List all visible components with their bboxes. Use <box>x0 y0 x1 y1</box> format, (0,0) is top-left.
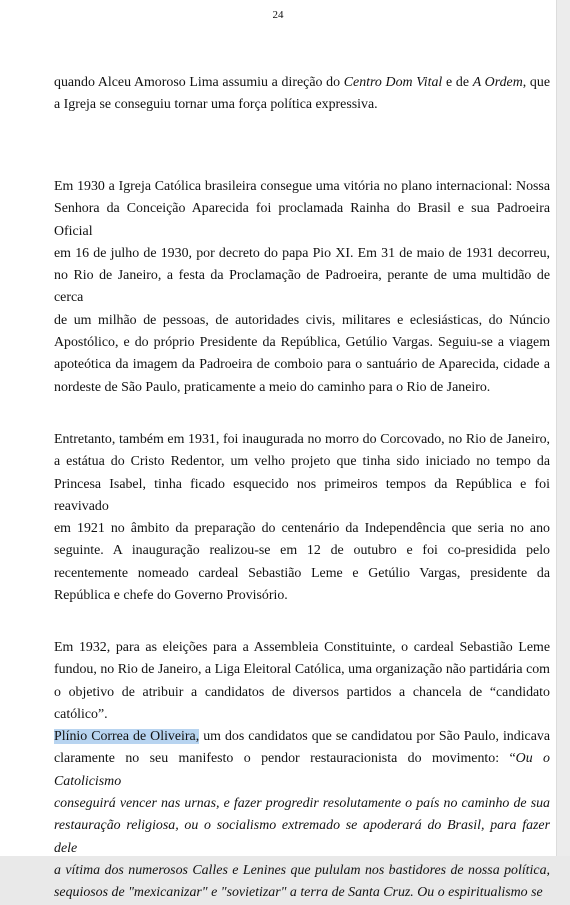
text-run: Em 1930 a Igreja Católica brasileira consegue uma vitória no plano internacional: Nossa <box>54 179 550 194</box>
text-run: nordeste de São Paulo, praticamente a meio do caminho para o Rio de Janeiro. <box>54 379 491 395</box>
page-number: 24 <box>272 9 284 21</box>
text-line <box>54 332 550 354</box>
italic-text: conseguirá vencer nas urnas, e fazer progredir resolutamente o país no caminho de sua <box>54 796 550 812</box>
italic-text: A Ordem <box>472 75 523 90</box>
italic-text: a vítima dos numerosos Calles e Lenines que pululam nos bastidores de nossa política, <box>54 862 550 878</box>
highlighted-text[interactable]: Plínio Correa de Oliveira, <box>54 729 200 745</box>
text-run: Em 1932, para as eleições para a Assembleia Constituinte, o cardeal Sebastião Leme <box>54 640 550 655</box>
paragraph-2 <box>54 176 550 399</box>
text-run: quando Alceu Amoroso Lima assumiu a direção do <box>54 75 344 90</box>
text-line <box>54 585 550 607</box>
text-line <box>54 198 550 243</box>
text-run: a Igreja se conseguiu tornar uma força política expressiva. <box>54 97 378 113</box>
text-run: Entretanto, também em 1931, foi inaugurada no morro do Corcovado, no Rio de Janeiro, <box>54 432 550 447</box>
text-line <box>54 474 550 519</box>
text-run: apoteótica da imagem da Padroeira de comboio para o santuário de Aparecida, cidade a <box>54 357 550 373</box>
text-run: Apostólico, e do próprio Presidente da República, Getúlio Vargas. Seguiu-se a viagem <box>54 335 550 351</box>
text-line <box>54 451 550 473</box>
text-line <box>54 682 550 727</box>
text-line <box>54 429 550 451</box>
text-line <box>54 793 550 815</box>
text-line <box>54 637 550 659</box>
text-line <box>54 860 550 882</box>
text-line <box>54 243 550 265</box>
text-run: em 16 de julho de 1930, por decreto do papa Pio XI. Em 31 de maio de 1931 decorreu, <box>54 245 550 261</box>
text-line <box>54 815 550 860</box>
vertical-scrollbar[interactable] <box>556 0 570 856</box>
text-run: de um milhão de pessoas, de autoridades civis, militares e eclesiásticas, do Núncio <box>54 312 550 328</box>
text-run: seguinte. A inauguração realizou-se em 12 de outubro e foi co-presidida pelo <box>54 543 550 559</box>
paragraph-4 <box>54 637 550 905</box>
text-run: República e chefe do Governo Provisório. <box>54 588 288 604</box>
text-run: um dos candidatos que se candidatou por São Paulo, indicava <box>199 729 550 745</box>
italic-text: Centro Dom Vital <box>343 75 443 90</box>
text-line <box>54 354 550 376</box>
paragraph-3 <box>54 429 550 607</box>
text-line <box>54 563 550 585</box>
text-run: no Rio de Janeiro, a festa da Proclamação de Padroeira, perante de uma multidão de cerca <box>54 268 550 306</box>
text-run: claramente no seu manifesto o pendor restauracionista do movimento: “ <box>54 751 516 767</box>
text-run: Princesa Isabel, tinha ficado esquecido nos primeiros tempos da República e foi reavivado <box>54 476 550 514</box>
text-line <box>54 265 550 310</box>
text-line <box>54 748 550 793</box>
text-run: Senhora da Conceição Aparecida foi proclamada Rainha do Brasil e sua Padroeira Oficial <box>54 201 550 239</box>
text-run: a estátua do Cristo Redentor, um velho projeto que tinha sido iniciado no tempo da <box>54 454 550 470</box>
text-line <box>54 540 550 562</box>
text-run: em 1921 no âmbito da preparação do centenário da Independência que seria no ano <box>54 521 550 537</box>
paragraph-1 <box>54 72 550 117</box>
text-run: o objetivo de atribuir a candidatos de diversos partidos a chancela de “candidato católico”. <box>54 684 550 722</box>
text-line <box>54 659 550 681</box>
text-line <box>54 726 550 748</box>
text-line <box>54 94 550 116</box>
text-line <box>54 72 550 94</box>
text-run: recentemente nomeado cardeal Sebastião Leme e Getúlio Vargas, presidente da <box>54 565 550 581</box>
text-run: , que <box>522 75 550 90</box>
text-line <box>54 882 550 904</box>
text-line <box>54 518 550 540</box>
italic-text: restauração religiosa, ou o socialismo extremado se apoderará do Brasil, para fazer dele <box>54 818 550 856</box>
text-line <box>54 310 550 332</box>
text-line <box>54 377 550 399</box>
italic-text: sequiosos de "mexicanizar" e "sovietizar" a terra de Santa Cruz. Ou o espiritualismo se <box>54 885 543 901</box>
text-line <box>54 176 550 198</box>
text-run: e de <box>442 75 473 90</box>
italic-text: Ou o Catolicismo <box>54 751 550 789</box>
text-run: fundou, no Rio de Janeiro, a Liga Eleitoral Católica, uma organização não partidária com <box>54 662 550 678</box>
